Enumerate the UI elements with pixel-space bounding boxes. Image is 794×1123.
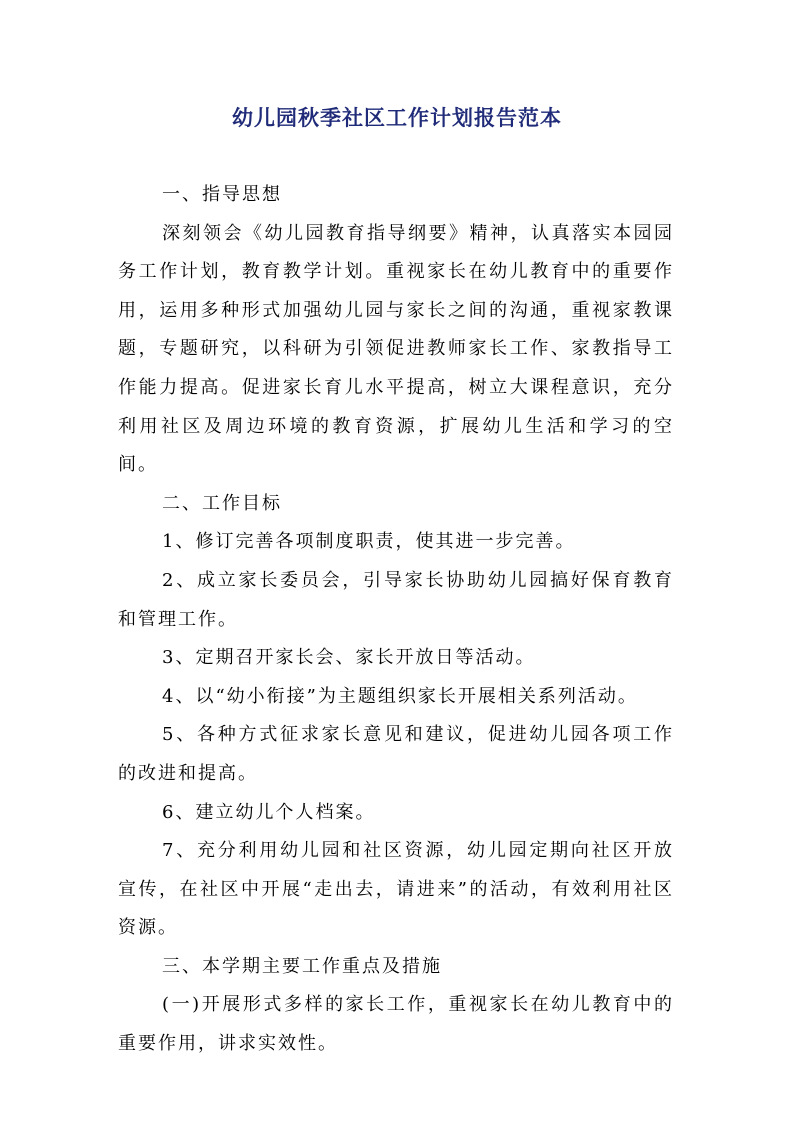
paragraph: (一)开展形式多样的家长工作，重视家长在幼儿教育中的重要作用，讲求实效性。 [118, 994, 674, 1055]
section-heading: 三、本学期主要工作重点及措施 [162, 955, 442, 977]
list-item: 1、修订完善各项制度职责，使其进一步完善。 [162, 531, 576, 553]
section-heading: 一、指导思想 [162, 184, 282, 205]
list-item: 6、建立幼儿个人档案。 [162, 801, 376, 823]
document-title: 幼儿园秋季社区工作计划报告范本 [232, 105, 562, 130]
section-heading: 二、工作目标 [162, 492, 282, 514]
list-item: 5、各种方式征求家长意见和建议，促进幼儿园各项工作的改进和提高。 [118, 724, 674, 784]
list-item: 2、成立家长委员会，引导家长协助幼儿园搞好保育教育和管理工作。 [118, 569, 674, 630]
list-item: 4、以“幼小衔接”为主题组织家长开展相关系列活动。 [162, 685, 638, 707]
paragraph: 深刻领会《幼儿园教育指导纲要》精神，认真落实本园园务工作计划，教育教学计划。重视家长在幼儿教育中的重要作用，运用多种形式加强幼儿园与家长之间的沟通，重视家教课题，专题研究，以科研为引领促进教师家长工作、家教指导工作能力提高。促进家长育儿水平提高，树立大课程意识，充分利用社区及周边环境的教育资源，扩展幼儿生活和学习的空间。 [118, 222, 674, 476]
document-body [118, 176, 674, 1064]
list-item: 7、充分利用幼儿园和社区资源，幼儿园定期向社区开放宣传，在社区中开展“走出去，请进来”的活动，有效利用社区资源。 [118, 840, 674, 939]
list-item: 3、定期召开家长会、家长开放日等活动。 [162, 647, 536, 669]
